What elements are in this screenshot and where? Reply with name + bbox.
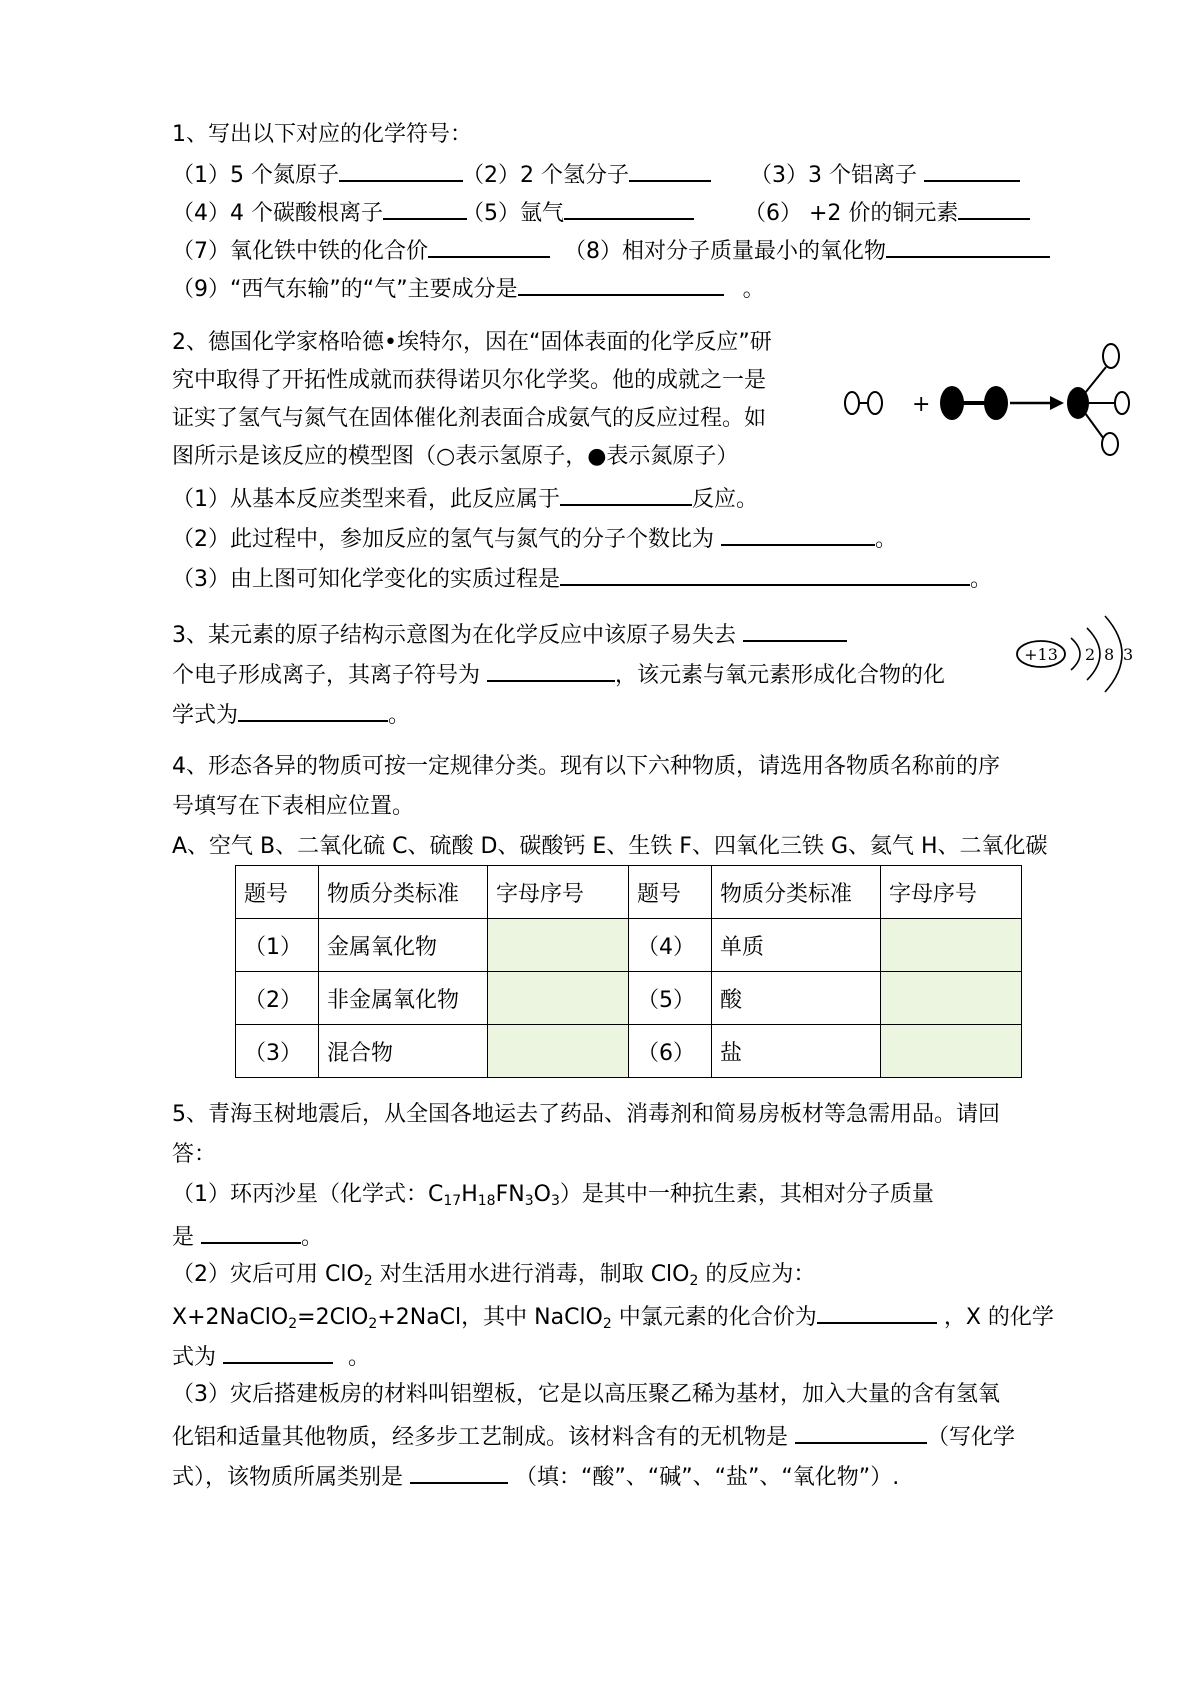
q1-blank8[interactable] (886, 234, 1050, 258)
q2-blank1[interactable] (560, 482, 692, 506)
q2-line1: 2、德国化学家格哈德•埃特尔，因在“固体表面的化学反应”研 (172, 330, 772, 355)
header-cell: 字母序号 (488, 866, 629, 919)
q5-blank5[interactable] (410, 1460, 508, 1484)
q5-sub3-line1: （3）灾后搭建板房的材料叫铝塑板，它是以高压聚乙稀为基材，加入大量的含有氢氧 (172, 1382, 1000, 1407)
category-cell: 盐 (712, 1025, 881, 1078)
q5-sub1-text: （1）环丙沙星（化学式： (172, 1182, 428, 1207)
q2-blank2[interactable] (721, 522, 875, 546)
row-number: （6） (629, 1025, 712, 1078)
nitrogen-atom-icon (984, 386, 1008, 420)
q5-sub1-line2 (172, 1220, 323, 1253)
q2-sub2-text: （2）此过程中，参加反应的氢气与氮气的分子个数比为 (172, 527, 714, 552)
q1-item9: （9）“西气东输”的“气”主要成分是 (172, 277, 518, 302)
q1-item3: （3）3 个铝离子 (750, 163, 917, 188)
q5-sub1-end: 。 (301, 1225, 324, 1250)
q1-end: 。 (742, 277, 765, 302)
q5-sub3-text2: （写化学 (927, 1425, 1016, 1450)
row-number: （2） (236, 972, 319, 1025)
q2-sub3-end: 。 (970, 567, 993, 592)
q5-equation-2: =2ClO (297, 1305, 369, 1330)
q2-line2: 究中取得了开拓性成就而获得诺贝尔化学奖。他的成就之一是 (172, 368, 767, 393)
hydrogen-atom-icon (868, 392, 882, 414)
q5-blank4[interactable] (795, 1420, 927, 1444)
q4-line2: 号填写在下表相应位置。 (172, 794, 415, 819)
ciprofloxacin-formula: $C_{17}H_{18}FN_3O_3$ (428, 1182, 560, 1209)
q1-item7: （7）氧化铁中铁的化合价 (172, 239, 428, 264)
q5-blank3[interactable] (223, 1340, 333, 1364)
q4-line3: A、空气 B、二氧化硫 C、硫酸 D、碳酸钙 E、生铁 F、四氧化三铁 G、氦气 H、二氧化碳 (172, 834, 1048, 859)
q1-blank1[interactable] (339, 158, 463, 182)
q1-row1 (172, 158, 917, 191)
q3-line3 (172, 698, 410, 731)
header-cell: 字母序号 (881, 866, 1022, 919)
table-header-row (236, 866, 1022, 919)
table-row (236, 972, 1022, 1025)
q5-equation-1: X+2NaClO (172, 1305, 289, 1330)
row-number: （1） (236, 919, 319, 972)
q3-line3-text: 学式为 (172, 703, 239, 728)
hydrogen-atom-icon (1103, 344, 1119, 368)
q2-sub2 (172, 522, 897, 555)
q5-sub2-line3 (172, 1340, 370, 1373)
q1-blank7[interactable] (428, 234, 550, 258)
q5-blank1[interactable] (201, 1220, 301, 1244)
row-number: （4） (629, 919, 712, 972)
reaction-model-figure (838, 333, 1138, 458)
answer-cell[interactable] (488, 972, 629, 1025)
q1-blank6[interactable] (958, 196, 1030, 220)
q1-blank2[interactable] (629, 158, 711, 182)
q5-sub2-text6: 式为 (172, 1345, 217, 1370)
q5-equation-3: +2NaCl，其中 NaClO (377, 1305, 603, 1330)
header-cell: 物质分类标准 (319, 866, 488, 919)
q3-line1-text: 3、某元素的原子结构示意图为在化学反应中该原子易失去 (172, 623, 736, 648)
q1-item1: （1）5 个氮原子 (172, 163, 339, 188)
q1-blank5[interactable] (564, 196, 694, 220)
q1-title: 1、写出以下对应的化学符号： (172, 122, 472, 147)
q5-sub1-text2: ）是其中一种抗生素，其相对分子质量 (559, 1182, 934, 1207)
electron-shell-1 (1071, 638, 1080, 670)
q5-sub3-line2 (172, 1420, 1015, 1453)
q5-sub2-text5: ，X 的化学 (943, 1305, 1054, 1330)
q1-row2 (172, 196, 959, 229)
q3-line3-end: 。 (388, 703, 411, 728)
q3-line2-text: 个电子形成离子，其离子符号为 (172, 663, 481, 688)
q5-line1: 5、青海玉树地震后，从全国各地运去了药品、消毒剂和简易房板材等急需用品。请回 (172, 1102, 1000, 1127)
q1-item5: （5）氩气 (462, 201, 564, 226)
q5-sub3-line3 (172, 1460, 899, 1493)
shell-count-3: 3 (1123, 645, 1134, 664)
shell-count-1: 2 (1085, 645, 1096, 664)
q5-sub2-end: 。 (348, 1345, 371, 1370)
category-cell: 酸 (712, 972, 881, 1025)
q5-sub3-text3: 式），该物质所属类别是 (172, 1465, 404, 1490)
q5-sub1-line1 (172, 1180, 934, 1210)
q2-sub1-end: 反应。 (692, 487, 759, 512)
q2-sub1-text: （1）从基本反应类型来看，此反应属于 (172, 487, 560, 512)
nitrogen-atom-icon (940, 386, 964, 420)
nucleus-charge: +13 (1024, 645, 1058, 664)
category-cell: 单质 (712, 919, 881, 972)
hydrogen-atom-icon (1115, 392, 1129, 414)
classification-table (235, 865, 1022, 1078)
q1-item8: （8）相对分子质量最小的氧化物 (564, 239, 886, 264)
q2-line3: 证实了氢气与氮气在固体催化剂表面合成氨气的反应过程。如 (172, 406, 767, 431)
table-row (236, 1025, 1022, 1078)
hydrogen-atom-icon (1102, 433, 1118, 455)
q1-item2: （2）2 个氢分子 (462, 163, 629, 188)
answer-cell[interactable] (488, 919, 629, 972)
q5-sub2-text4: 中氯元素的化合价为 (611, 1305, 817, 1330)
table-row (236, 919, 1022, 972)
q5-line2: 答： (172, 1142, 217, 1167)
q3-line1 (172, 618, 847, 651)
answer-cell[interactable] (881, 919, 1022, 972)
q2-blank3[interactable] (560, 562, 970, 586)
q5-blank2[interactable] (817, 1300, 937, 1324)
q1-item6: （6） +2 价的铜元素 (744, 201, 959, 226)
category-cell: 金属氧化物 (319, 919, 488, 972)
q5-sub2-line2: X+2NaClO$_2$=2ClO$_2$+2NaCl，其中 NaClO$_2$ 中氯元素的化合价为 ，X 的化学 (172, 1300, 1054, 1333)
row-number: （3） (236, 1025, 319, 1078)
q2-sub3 (172, 562, 992, 595)
q5-sub2-text2: 对生活用水进行消毒，制取 ClO (372, 1262, 690, 1287)
q2-sub3-text: （3）由上图可知化学变化的实质过程是 (172, 567, 560, 592)
q1-blank4[interactable] (383, 196, 467, 220)
q2-sub1 (172, 482, 758, 515)
q1-blank9[interactable] (518, 272, 724, 296)
q5-sub1-text3: 是 (172, 1225, 195, 1250)
q1-blank3[interactable] (924, 158, 1020, 182)
q1-row3 (172, 234, 886, 267)
category-cell: 非金属氧化物 (319, 972, 488, 1025)
header-cell: 题号 (236, 866, 319, 919)
q5-sub2-line1: （2）灾后可用 ClO$_2$ 对生活用水进行消毒，制取 ClO$_2$ 的反应为： (172, 1262, 816, 1289)
q5-sub2-text3: 的反应为： (698, 1262, 816, 1287)
row-number: （5） (629, 972, 712, 1025)
answer-cell[interactable] (488, 1025, 629, 1078)
q5-sub3-text: 化铝和适量其他物质，经多步工艺制成。该材料含有的无机物是 (172, 1425, 789, 1450)
header-cell: 物质分类标准 (712, 866, 881, 919)
q3-line2 (172, 658, 945, 691)
hydrogen-atom-icon (845, 392, 859, 414)
q3-blank3[interactable] (238, 698, 388, 722)
shell-count-2: 8 (1104, 645, 1115, 664)
atomic-structure-diagram (1015, 606, 1155, 702)
q5-sub2-text: （2）灾后可用 ClO (172, 1262, 364, 1287)
q5-sub3-text4: （填：“酸”、“碱”、“盐”、“氧化物”）. (515, 1465, 900, 1490)
q3-blank1[interactable] (743, 618, 847, 642)
header-cell: 题号 (629, 866, 712, 919)
q3-blank2[interactable] (487, 658, 615, 682)
q1-row4 (172, 272, 765, 305)
answer-cell[interactable] (881, 1025, 1022, 1078)
plus-sign-icon: + (912, 392, 931, 417)
q2-line4: 图所示是该反应的模型图（○表示氢原子，●表示氮原子） (172, 444, 739, 469)
q2-sub2-end: 。 (875, 527, 898, 552)
q1-item4: （4）4 个碳酸根离子 (172, 201, 383, 226)
q4-line1: 4、形态各异的物质可按一定规律分类。现有以下六种物质，请选用各物质名称前的序 (172, 754, 1000, 779)
answer-cell[interactable] (881, 972, 1022, 1025)
q3-line2-end: ，该元素与氧元素形成化合物的化 (615, 663, 946, 688)
category-cell: 混合物 (319, 1025, 488, 1078)
